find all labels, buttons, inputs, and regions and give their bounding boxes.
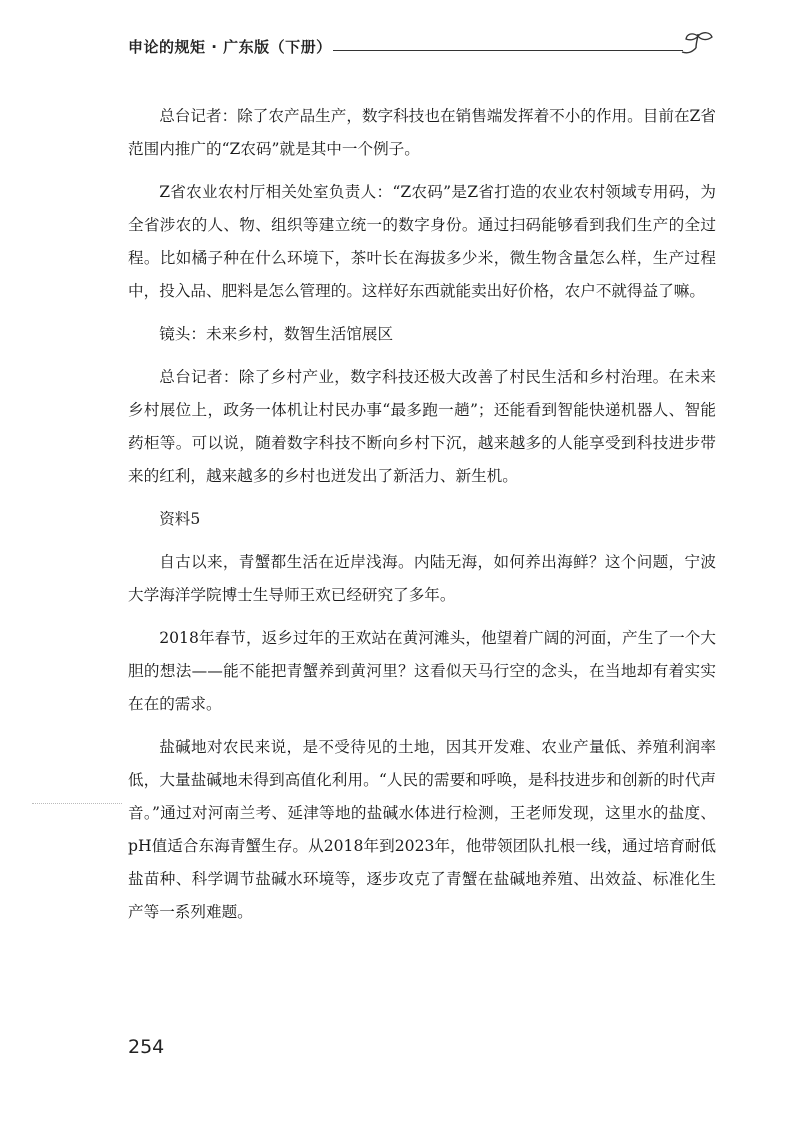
sprout-icon — [680, 30, 716, 60]
running-header — [128, 30, 728, 60]
paragraph: 总台记者：除了乡村产业，数字科技还极大改善了村民生活和乡村治理。在未来乡村展位上，政务一体机让村民办事“最多跑一趟”；还能看到智能快递机器人、智能药柜等。可以说，随着数字科技不断向乡村下沉，越来越多的人能享受到科技进步带来的红利，越来越多的乡村也迸发出了新活力、新生机。 — [128, 368, 716, 485]
paragraph: 总台记者：除了农产品生产，数字科技也在销售端发挥着不小的作用。目前在Z省范围内推广的“Z农码”就是其中一个例子。 — [128, 107, 716, 158]
paragraph: 自古以来，青蟹都生活在近岸浅海。内陆无海，如何养出海鲜？这个问题，宁波大学海洋学院博士生导师王欢已经研究了多年。 — [128, 553, 716, 604]
paragraph: 盐碱地对农民来说，是不受待见的土地，因其开发难、农业产量低、养殖利润率低，大量盐碱地未得到高值化利用。“人民的需要和呼唤，是科技进步和创新的时代声音。”通过对河南兰考、延津等地的盐碱水体进行检测，王老师发现，这里水的盐度、pH值适合东海青蟹生存。从2018年到2023年，他带领团队扎根一线，通过培育耐低盐苗种、科学调节盐碱水环境等，逐步攻克了青蟹在盐碱地养殖、出效益、标准化生产等一系列难题。 — [128, 738, 716, 921]
paragraph: Z省农业农村厅相关处室负责人：“Z农码”是Z省打造的农业农村领域专用码，为全省涉农的人、物、组织等建立统一的数字身份。通过扫码能够看到我们生产的全过程。比如橘子种在什么环境下，茶叶长在海拔多少米，微生物含量怎么样，生产过程中，投入品、肥料是怎么管理的。这样好东西就能卖出好价格，农户不就得益了嘛。 — [128, 183, 716, 300]
scan-artifact — [32, 803, 122, 810]
scene-label: 镜头：未来乡村，数智生活馆展区 — [159, 325, 394, 343]
body-text — [128, 100, 716, 939]
paragraph: 2018年春节，返乡过年的王欢站在黄河滩头，他望着广阔的河面，产生了一个大胆的想法——能不能把青蟹养到黄河里？这看似天马行空的念头，在当地却有着实实在在的需求。 — [128, 629, 716, 713]
section-label: 资料5 — [159, 510, 201, 528]
page-number: 254 — [128, 1036, 165, 1058]
running-head-title: 申论的规矩 · 广东版（下册） — [128, 38, 332, 56]
header-rule — [333, 50, 683, 51]
